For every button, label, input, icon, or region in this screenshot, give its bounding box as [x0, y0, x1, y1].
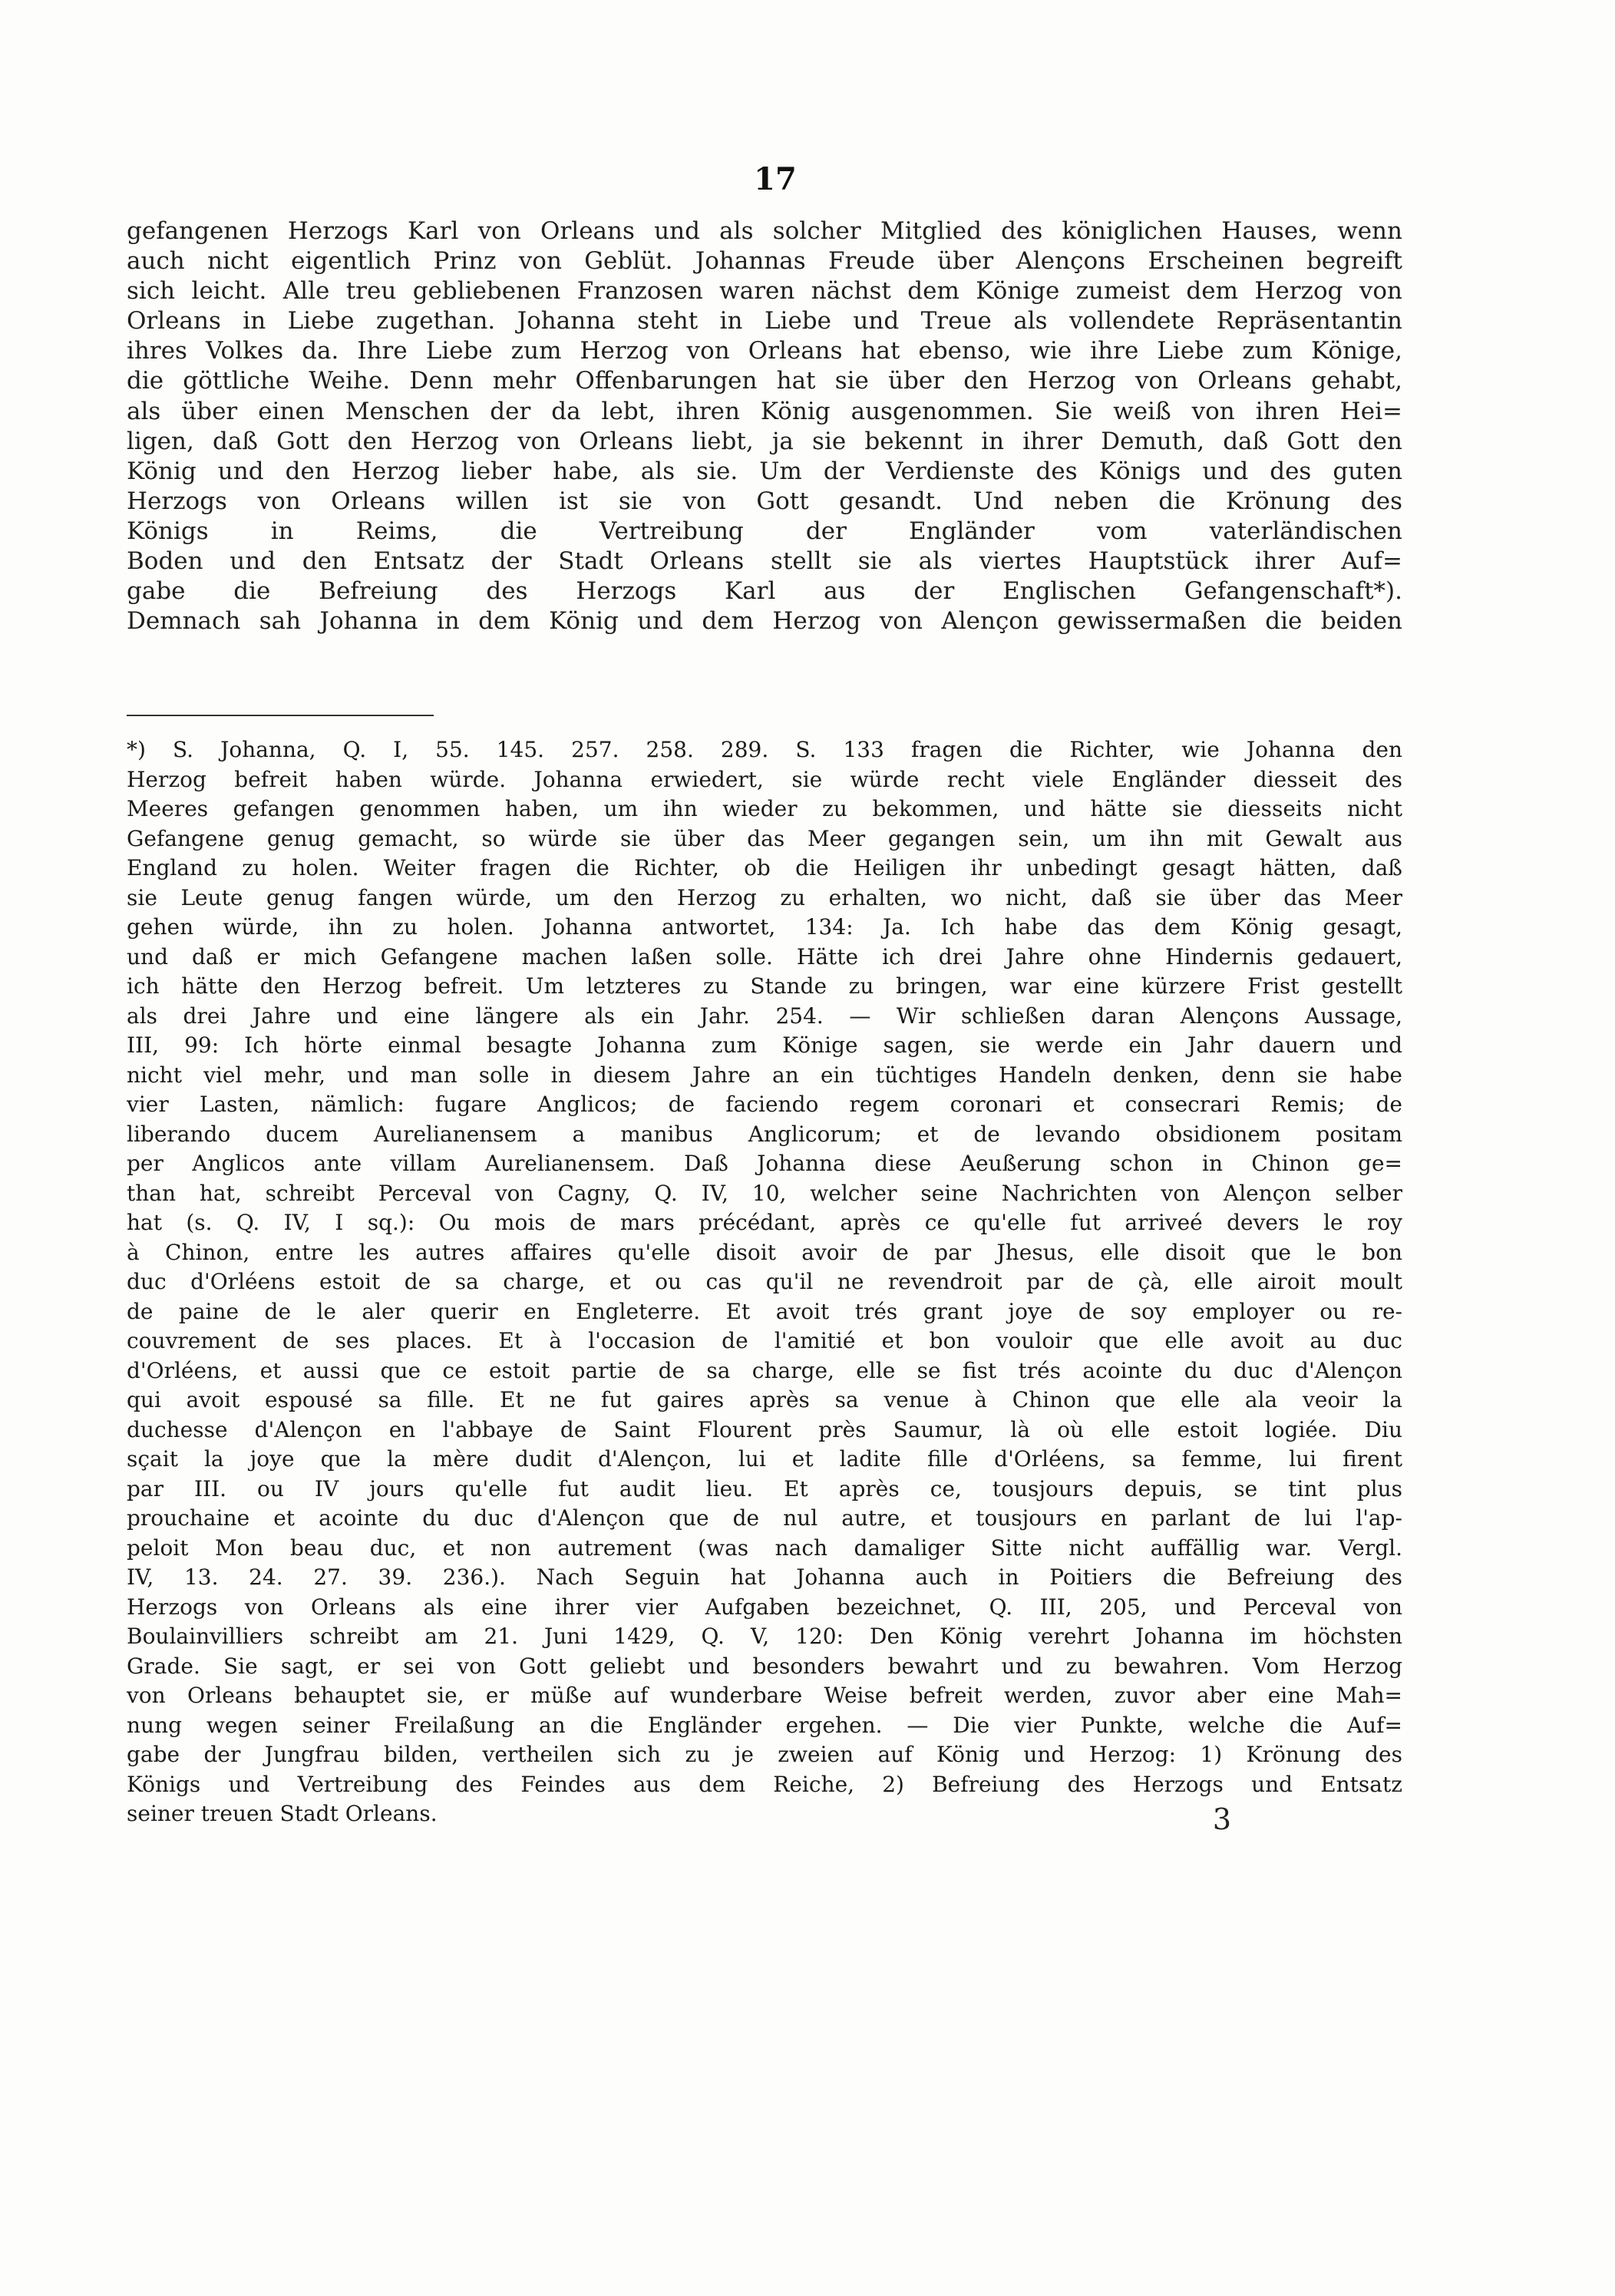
signature-mark: 3: [1212, 1802, 1232, 1836]
footnote-line: gehen würde, ihn zu holen. Johanna antwortet, 134: Ja. Ich habe das dem König gesagt,: [127, 914, 1402, 940]
text-line: Orleans in Liebe zugethan. Johanna steht in Liebe und Treue als vollendete Repräsentantin: [127, 307, 1402, 335]
footnote-line: als drei Jahre und eine längere als ein Jahr. 254. — Wir schließen daran Alençons Aussage,: [127, 1003, 1402, 1029]
text-line: Demnach sah Johanna in dem König und dem Herzog von Alençon gewissermaßen die beiden: [127, 607, 1402, 636]
footnote-line: couvrement de ses places. Et à l'occasion de l'amitié et bon vouloir que elle avoit au duc: [127, 1328, 1402, 1353]
footnote: [127, 735, 1402, 1829]
footnote-line: vier Lasten, nämlich: fugare Anglicos; de faciendo regem coronari et consecrari Remis; de: [127, 1092, 1402, 1117]
footnote-line: Herzogs von Orleans als eine ihrer vier Aufgaben bezeichnet, Q. III, 205, und Perceval von: [127, 1594, 1402, 1620]
footnote-line: hat (s. Q. IV, I sq.): Ou mois de mars précédant, après ce qu'elle fut arriveé devers le roy: [127, 1210, 1402, 1235]
text-line: Boden und den Entsatz der Stadt Orleans stellt sie als viertes Hauptstück ihrer Auf=: [127, 547, 1402, 576]
footnote-line: England zu holen. Weiter fragen die Richter, ob die Heiligen ihr unbedingt gesagt hätten, daß: [127, 855, 1402, 880]
footnote-line: seiner treuen Stadt Orleans.: [127, 1801, 438, 1826]
text-line: König und den Herzog lieber habe, als sie. Um der Verdienste des Königs und des guten: [127, 457, 1402, 485]
footnote-line: Meeres gefangen genommen haben, um ihn wieder zu bekommen, und hätte sie diesseits nicht: [127, 796, 1402, 821]
footnote-line: Grade. Sie sagt, er sei von Gott geliebt und besonders bewahrt und zu bewahren. Vom Herzog: [127, 1653, 1402, 1679]
text-line: als über einen Menschen der da lebt, ihren König ausgenommen. Sie weiß von ihren Hei=: [127, 397, 1402, 425]
text-line: gefangenen Herzogs Karl von Orleans und als solcher Mitglied des königlichen Hauses, wenn: [127, 217, 1402, 245]
footnote-line: Gefangene genug gemacht, so würde sie über das Meer gegangen sein, um ihn mit Gewalt aus: [127, 825, 1402, 851]
footnote-separator: [127, 715, 434, 716]
footnote-line: de paine de le aler querir en Engleterre. Et avoit trés grant joye de soy employer ou re-: [127, 1298, 1402, 1324]
footnote-line: duchesse d'Alençon en l'abbaye de Saint Flourent près Saumur, là où elle estoit logiée. Diu: [127, 1416, 1402, 1442]
footnote-line: Herzog befreit haben würde. Johanna erwiedert, sie würde recht viele Engländer diesseit des: [127, 766, 1402, 792]
text-line: Herzogs von Orleans willen ist sie von Gott gesandt. Und neben die Krönung des: [127, 487, 1402, 515]
footnote-line: sçait la joye que la mère dudit d'Alençon, lui et ladite fille d'Orléens, sa femme, lui firent: [127, 1446, 1402, 1472]
footnote-line: von Orleans behauptet sie, er müße auf wunderbare Weise befreit werden, zuvor aber eine Mah=: [127, 1683, 1402, 1708]
text-line: sich leicht. Alle treu gebliebenen Franzosen waren nächst dem Könige zumeist dem Herzog von: [127, 277, 1402, 306]
text-line: Königs in Reims, die Vertreibung der Engländer vom vaterländischen: [127, 517, 1402, 545]
footnote-line: *) S. Johanna, Q. I, 55. 145. 257. 258. 289. S. 133 fragen die Richter, wie Johanna den: [127, 737, 1402, 762]
footnote-line: per Anglicos ante villam Aurelianensem. Daß Johanna diese Aeußerung schon in Chinon ge=: [127, 1151, 1402, 1176]
footnote-line: IV, 13. 24. 27. 39. 236.). Nach Seguin hat Johanna auch in Poitiers die Befreiung des: [127, 1564, 1402, 1590]
footnote-line: nung wegen seiner Freilaßung an die Engländer ergehen. — Die vier Punkte, welche die Auf=: [127, 1712, 1402, 1738]
footnote-line: Boulainvilliers schreibt am 21. Juni 1429, Q. V, 120: Den König verehrt Johanna im höchsten: [127, 1624, 1402, 1649]
footnote-line: peloit Mon beau duc, et non autrement (was nach damaliger Sitte nicht auffällig war. Vergl.: [127, 1535, 1402, 1561]
footnote-line: qui avoit espousé sa fille. Et ne fut gaires après sa venue à Chinon que elle ala veoir la: [127, 1387, 1402, 1412]
text-line: gabe die Befreiung des Herzogs Karl aus der Englischen Gefangenschaft*).: [127, 577, 1402, 606]
main-text: [127, 216, 1402, 636]
footnote-line: und daß er mich Gefangene machen laßen solle. Hätte ich drei Jahre ohne Hindernis gedauert,: [127, 943, 1402, 970]
footnote-line: nicht viel mehr, und man solle in diesem Jahre an ein tüchtiges Handeln denken, denn sie habe: [127, 1062, 1402, 1088]
footnote-line: Königs und Vertreibung des Feindes aus dem Reiche, 2) Befreiung des Herzogs und Entsatz: [127, 1771, 1402, 1797]
footnote-line: gabe der Jungfrau bilden, vertheilen sich zu je zweien auf König und Herzog: 1) Krönung des: [127, 1742, 1402, 1767]
footnote-line: sie Leute genug fangen würde, um den Herzog zu erhalten, wo nicht, daß sie über das Meer: [127, 884, 1402, 910]
footnote-line: ich hätte den Herzog befreit. Um letzteres zu Stande zu bringen, war eine kürzere Frist gestellt: [127, 973, 1402, 999]
text-line: die göttliche Weihe. Denn mehr Offenbarungen hat sie über den Herzog von Orleans gehabt,: [127, 367, 1402, 395]
footnote-line: d'Orléens, et aussi que ce estoit partie de sa charge, elle se fist trés acointe du duc d'Alençon: [127, 1357, 1402, 1383]
footnote-line: à Chinon, entre les autres affaires qu'elle disoit avoir de par Jhesus, elle disoit que le bon: [127, 1239, 1402, 1265]
text-line: ihres Volkes da. Ihre Liebe zum Herzog von Orleans hat ebenso, wie ihre Liebe zum Könige,: [127, 337, 1402, 365]
footnote-line: prouchaine et acointe du duc d'Alençon que de nul autre, et tousjours en parlant de lui l'ap-: [127, 1505, 1402, 1531]
page-number: 17: [754, 161, 797, 197]
footnote-line: than hat, schreibt Perceval von Cagny, Q. IV, 10, welcher seine Nachrichten von Alençon selber: [127, 1180, 1402, 1206]
footnote-line: par III. ou IV jours qu'elle fut audit lieu. Et après ce, tousjours depuis, se tint plus: [127, 1475, 1402, 1501]
footnote-line: duc d'Orléens estoit de sa charge, et ou cas qu'il ne revendroit par de çà, elle airoit moult: [127, 1269, 1402, 1294]
text-line: auch nicht eigentlich Prinz von Geblüt. Johannas Freude über Alençons Erscheinen begreift: [127, 247, 1402, 276]
text-line: ligen, daß Gott den Herzog von Orleans liebt, ja sie bekennt in ihrer Demuth, daß Gott den: [127, 427, 1402, 455]
footnote-line: III, 99: Ich hörte einmal besagte Johanna zum Könige sagen, sie werde ein Jahr dauern und: [127, 1032, 1402, 1058]
footnote-line: liberando ducem Aurelianensem a manibus Anglicorum; et de levando obsidionem positam: [127, 1121, 1402, 1147]
